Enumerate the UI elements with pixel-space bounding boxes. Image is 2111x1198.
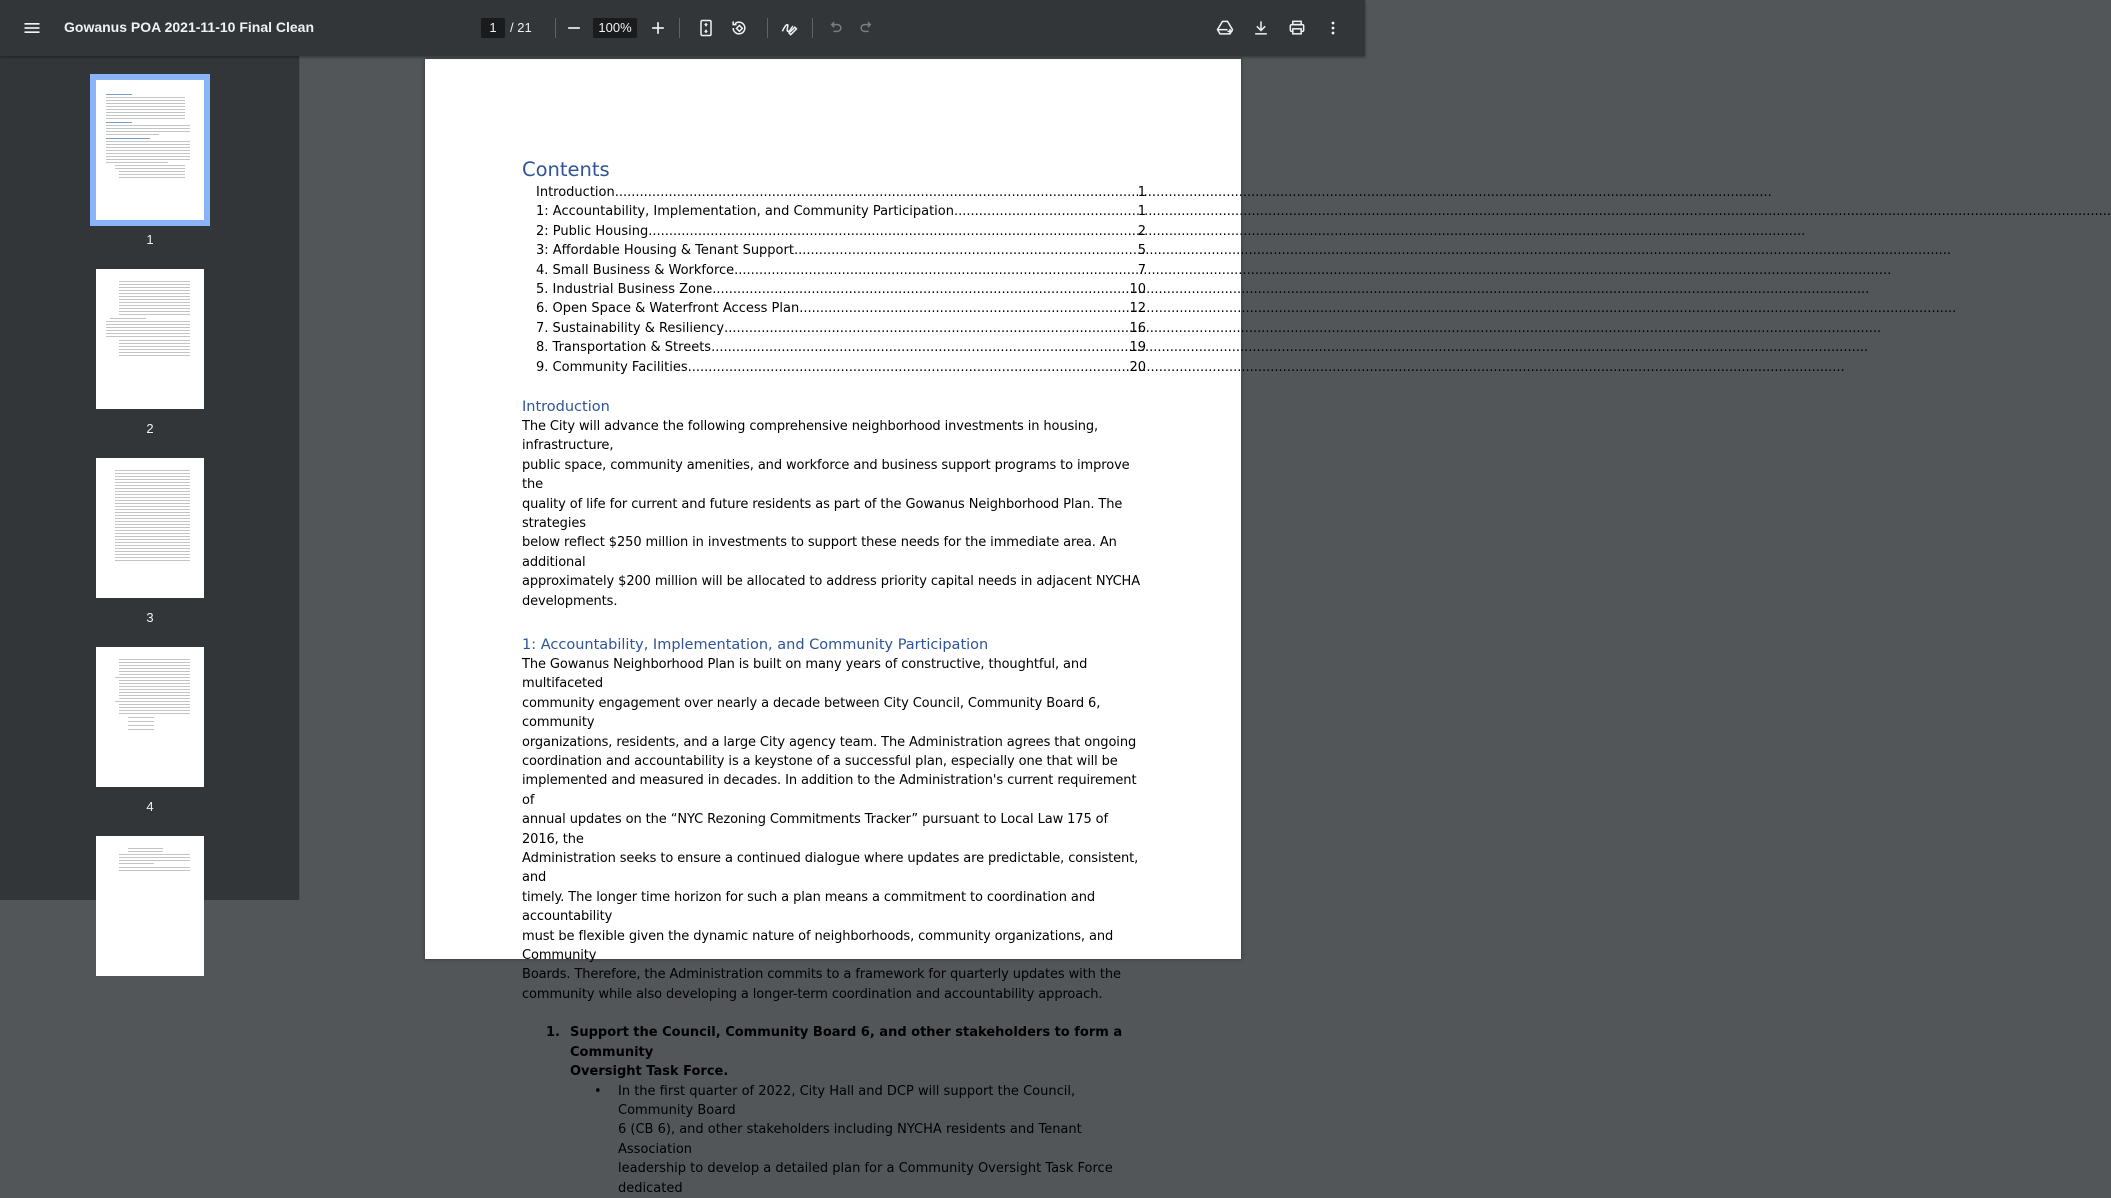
toc-entry-label: 7. Sustainability & Resiliency: [536, 320, 725, 336]
toc-entry-page: 2: [1137, 223, 1146, 239]
toc-entry[interactable]: [536, 202, 1146, 221]
paragraph-line: The Gowanus Neighborhood Plan is built on many years of constructive, thoughtful, and multifaceted: [522, 656, 1088, 692]
introduction-paragraph: [522, 417, 1146, 611]
save-to-drive-icon[interactable]: [1209, 12, 1241, 44]
page-content: [522, 157, 1146, 1198]
page-thumbnail[interactable]: [96, 458, 204, 598]
print-icon[interactable]: [1281, 12, 1313, 44]
item-number: 1.: [546, 1025, 560, 1041]
toc-entry-page: 19: [1129, 340, 1146, 356]
bullet-icon: •: [594, 1083, 602, 1099]
bullet-line: In the first quarter of 2022, City Hall and DCP will support the Council, Community Board: [618, 1083, 1076, 1118]
introduction-heading: Introduction: [522, 398, 610, 415]
paragraph-line: community while also developing a longer-term coordination and accountability approach.: [522, 986, 1103, 1002]
pdf-toolbar: [0, 0, 1365, 56]
toc-entry-label: 4. Small Business & Workforce: [536, 262, 735, 278]
toc-entry[interactable]: [536, 241, 1146, 260]
toc-entry-label: 8. Transportation & Streets: [536, 340, 712, 356]
more-options-icon[interactable]: [1317, 12, 1349, 44]
thumbnail-page-number: 4: [146, 799, 154, 814]
thumbnail-page-number: 3: [146, 610, 154, 625]
bullet-line: leadership to develop a detailed plan for a Community Oversight Task Force dedicated: [618, 1161, 1113, 1196]
paragraph-line: quality of life for current and future residents as part of the Gowanus Neighborhood Plan. The strategies: [522, 496, 1123, 531]
toc-entry[interactable]: [536, 280, 1146, 299]
toc-entry-page: 16: [1129, 320, 1146, 336]
toc-entry-page: 1: [1137, 185, 1146, 200]
toc-entry[interactable]: [536, 299, 1146, 318]
toc-entry-label: 3: Affordable Housing & Tenant Support: [536, 243, 794, 259]
toc-entry-page: 10: [1129, 281, 1146, 297]
paragraph-line: coordination and accountability is a keystone of a successful plan, especially one that will be: [522, 754, 1118, 769]
paragraph-line: developments.: [522, 593, 618, 609]
toc-entry-page: 20: [1129, 359, 1146, 375]
toc-entry-page: 12: [1129, 301, 1146, 317]
paragraph-line: must be flexible given the dynamic nature of neighborhoods, community organizations, and Community: [522, 928, 1114, 964]
toc-entry-label: 5. Industrial Business Zone: [536, 281, 713, 297]
paragraph-line: public space, community amenities, and workforce and business support programs to improve the: [522, 457, 1130, 493]
toolbar-separator: [767, 18, 768, 38]
item-line: Oversight Task Force.: [570, 1064, 729, 1080]
paragraph-line: Administration seeks to ensure a continued dialogue where updates are predictable, consistent, and: [522, 851, 1139, 886]
toc-entry[interactable]: [536, 261, 1146, 280]
download-icon[interactable]: [1245, 12, 1277, 44]
zoom-out-button[interactable]: [558, 12, 590, 44]
numbered-item: [546, 1023, 1146, 1081]
contents-heading: Contents: [522, 158, 610, 181]
toc-entry-label: 9. Community Facilities: [536, 359, 688, 375]
paragraph-line: organizations, residents, and a large City agency team. The Administration agrees that ongoing: [522, 734, 1137, 750]
paragraph-line: community engagement over nearly a decade between City Council, Community Board 6, community: [522, 695, 1101, 731]
toc-entry[interactable]: [536, 222, 1146, 241]
paragraph-line: approximately $200 million will be allocated to address priority capital needs in adjacent NYCHA: [522, 574, 1141, 590]
paragraph-line: below reflect $250 million in investments to support these needs for the immediate area. An additional: [522, 535, 1117, 570]
paragraph-line: The City will advance the following comprehensive neighborhood investments in housing, infrastructure,: [522, 418, 1099, 454]
thumbnail-page-preview: [96, 80, 204, 220]
item-line: Support the Council, Community Board 6, and other stakeholders to form a Community: [570, 1025, 1123, 1060]
zoom-in-button[interactable]: [642, 12, 674, 44]
page-thumbnail[interactable]: [96, 647, 204, 787]
page-thumbnail[interactable]: [96, 836, 204, 976]
toc-entry-label: 1: Accountability, Implementation, and Community Participation: [536, 204, 954, 220]
toc-entry-label: 6. Open Space & Waterfront Access Plan: [536, 301, 800, 317]
toc-entry[interactable]: [536, 338, 1146, 357]
paragraph-line: implemented and measured in decades. In addition to the Administration's current requirement of: [522, 773, 1137, 808]
toc-entry-label: Introduction: [536, 185, 615, 200]
section1-paragraph: [522, 655, 1146, 1004]
section1-heading: 1: Accountability, Implementation, and Community Participation: [522, 636, 989, 653]
page-total: / 21: [510, 20, 532, 35]
toc-entry-label: 2: Public Housing: [536, 223, 649, 239]
paragraph-line: timely. The longer time horizon for such a plan means a commitment to coordination and accountability: [522, 889, 1096, 925]
thumbnail-page-number: 1: [146, 232, 154, 247]
thumbnail-page-number: 2: [146, 421, 154, 436]
toolbar-separator: [555, 18, 556, 38]
bullet-item: [594, 1082, 1146, 1198]
pdf-page: [425, 59, 1241, 1196]
paragraph-line: annual updates on the “NYC Rezoning Commitments Tracker” pursuant to Local Law 175 of 2016, the: [522, 812, 1109, 847]
fit-to-page-icon[interactable]: [690, 12, 722, 44]
document-title: Gowanus POA 2021-11-10 Final Clean: [64, 19, 315, 35]
toc-entry-page: 1: [1137, 204, 1146, 220]
page-number-input[interactable]: 1: [481, 18, 505, 38]
toc-entry[interactable]: [536, 358, 1146, 377]
page-thumbnail[interactable]: [90, 74, 210, 226]
undo-icon[interactable]: [819, 12, 851, 44]
toc-entry-page: 7: [1137, 262, 1146, 278]
toc-entry[interactable]: [536, 319, 1146, 338]
annotate-pen-icon[interactable]: [773, 12, 805, 44]
page-thumbnail[interactable]: [96, 269, 204, 409]
paragraph-line: Boards. Therefore, the Administration commits to a framework for quarterly updates with the: [522, 967, 1121, 983]
bullet-line: 6 (CB 6), and other stakeholders including NYCHA residents and Tenant Association: [618, 1122, 1082, 1157]
toc-entry[interactable]: [536, 183, 1146, 202]
thumbnail-sidebar: [0, 56, 300, 900]
table-of-contents: [536, 183, 1146, 377]
toc-entry-page: 5: [1137, 243, 1146, 259]
toolbar-separator: [812, 18, 813, 38]
zoom-level-input[interactable]: 100%: [593, 18, 637, 38]
redo-icon[interactable]: [851, 12, 883, 44]
rotate-icon[interactable]: [723, 12, 755, 44]
toolbar-separator: [679, 18, 680, 38]
menu-icon[interactable]: [16, 12, 48, 44]
